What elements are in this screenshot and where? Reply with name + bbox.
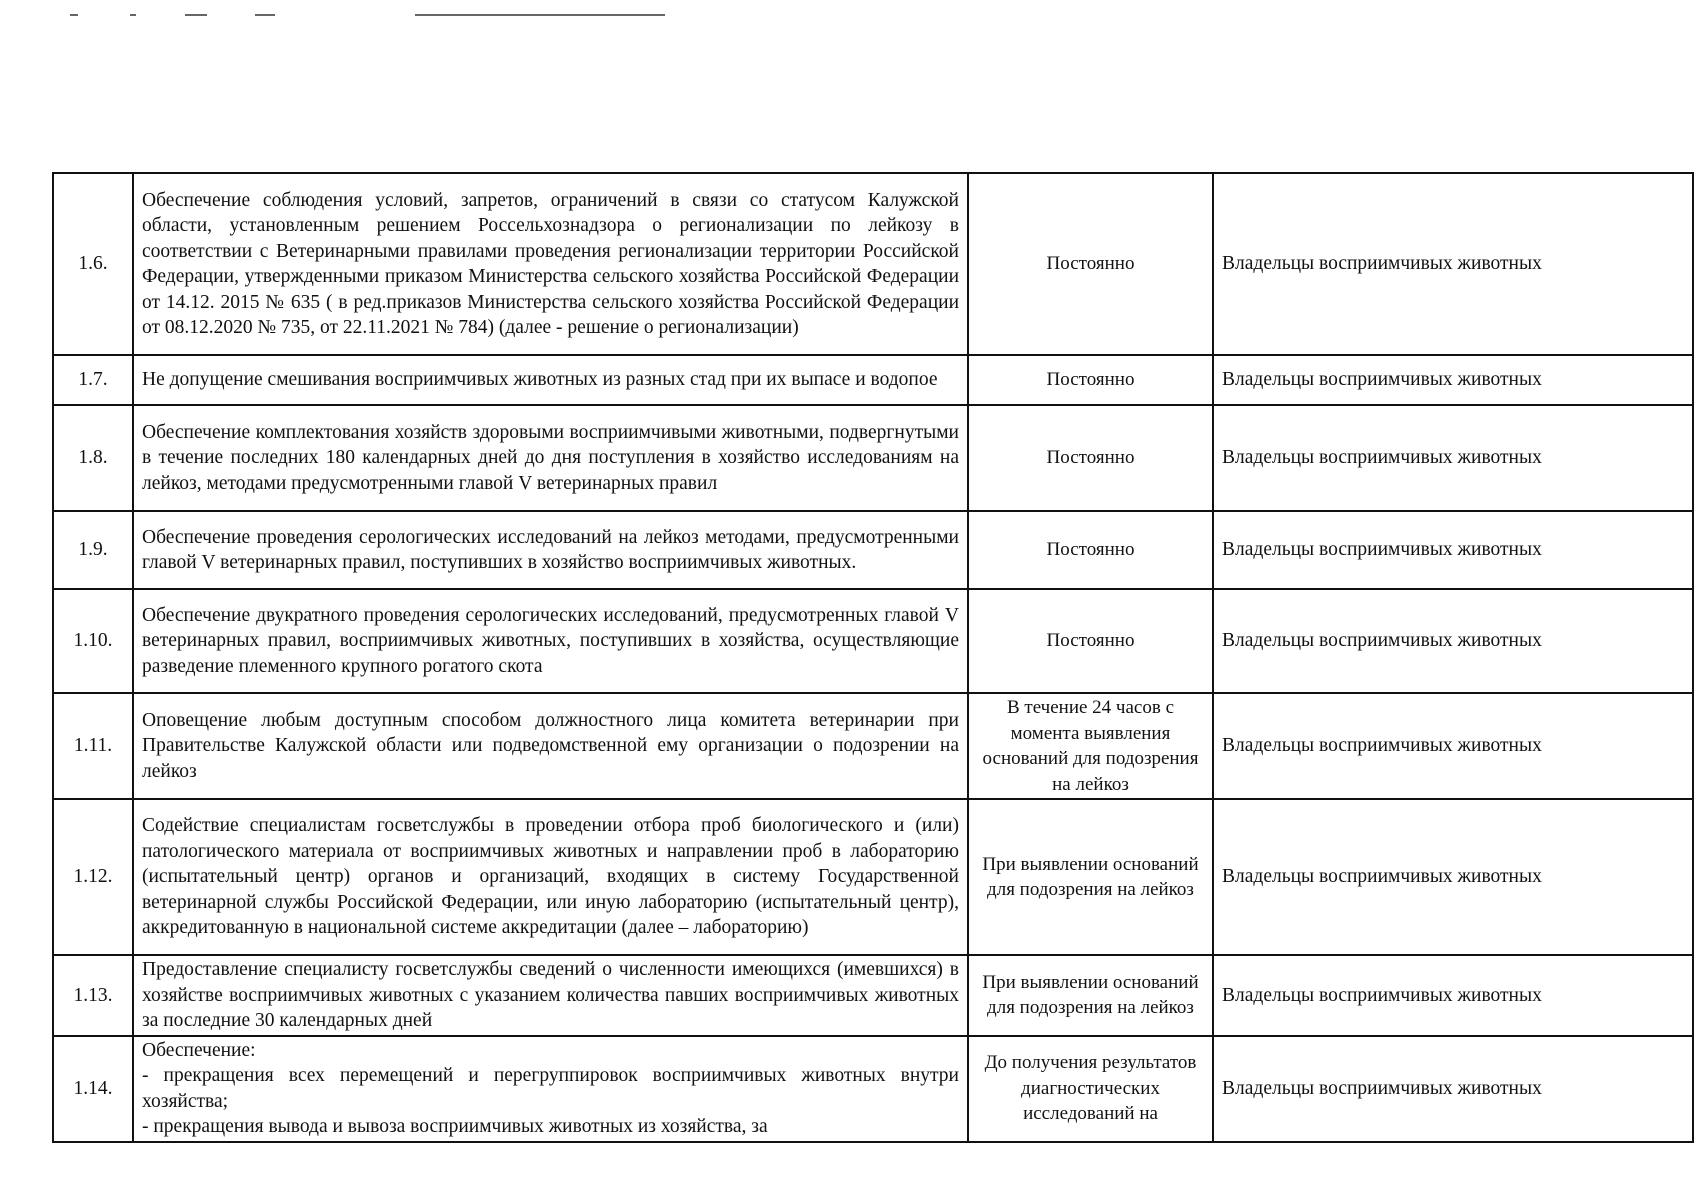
measure-text: Обеспечение соблюдения условий, запретов, ограничений в связи со статусом Калужской области, установленным решением Россельхознадзора о регионализации по лейкозу в соответствии с Ветеринарными правилами проведения регионализации территории Российской Федерации, утвержденными приказом Министерства сельского хозяйства Российской Федерации от 14.12. 2015 № 635 ( в ред.приказов Министерства сельского хозяйства Российской Федерации от 08.12.2020 № 735, от 22.11.2021 № 784) (далее - решение о регионализации) bbox=[133, 173, 968, 355]
measure-responsible: Владельцы восприимчивых животных bbox=[1213, 355, 1693, 405]
table-row bbox=[53, 355, 1693, 405]
measure-responsible: Владельцы восприимчивых животных bbox=[1213, 1036, 1693, 1142]
measure-line: - прекращения всех перемещений и перегруппировок восприимчивых животных внутри хозяйства; bbox=[142, 1065, 959, 1112]
measure-text: Оповещение любым доступным способом должностного лица комитета ветеринарии при Правительстве Калужской области или подведомственной ему организации о подозрении на лейкоз bbox=[133, 693, 968, 799]
measure-text: Предоставление специалисту госветслужбы сведений о численности имеющихся (имевшихся) в хозяйстве восприимчивых животных с указанием количества павших восприимчивых животных за последние 30 календарных дней bbox=[133, 955, 968, 1036]
table-row bbox=[53, 1036, 1693, 1142]
row-number: 1.14. bbox=[53, 1036, 133, 1142]
table-row bbox=[53, 173, 1693, 355]
measure-term: Постоянно bbox=[968, 589, 1213, 693]
measure-term: В течение 24 часов с момента выявления оснований для подозрения на лейкоз bbox=[968, 693, 1213, 799]
table-row bbox=[53, 511, 1693, 589]
measure-responsible: Владельцы восприимчивых животных bbox=[1213, 405, 1693, 511]
measure-term: Постоянно bbox=[968, 405, 1213, 511]
row-number: 1.6. bbox=[53, 173, 133, 355]
measure-text: Обеспечение двукратного проведения серологических исследований, предусмотренных главой V ветеринарных правил, восприимчивых животных, поступивших в хозяйства, осуществляющие разведение племенного крупного рогатого скота bbox=[133, 589, 968, 693]
measure-responsible: Владельцы восприимчивых животных bbox=[1213, 589, 1693, 693]
measure-term: При выявлении оснований для подозрения на лейкоз bbox=[968, 799, 1213, 955]
measure-line: - прекращения вывода и вывоза восприимчивых животных из хозяйства, за bbox=[142, 1116, 768, 1137]
row-number: 1.7. bbox=[53, 355, 133, 405]
measure-term: До получения результатов диагностических исследований на bbox=[968, 1036, 1213, 1142]
table-row bbox=[53, 589, 1693, 693]
measure-responsible: Владельцы восприимчивых животных bbox=[1213, 511, 1693, 589]
table-row bbox=[53, 405, 1693, 511]
row-number: 1.9. bbox=[53, 511, 133, 589]
row-number: 1.11. bbox=[53, 693, 133, 799]
row-number: 1.13. bbox=[53, 955, 133, 1036]
table-row bbox=[53, 799, 1693, 955]
row-number: 1.12. bbox=[53, 799, 133, 955]
measure-responsible: Владельцы восприимчивых животных bbox=[1213, 173, 1693, 355]
measures-table bbox=[52, 172, 1694, 1143]
measure-text: Не допущение смешивания восприимчивых животных из разных стад при их выпасе и водопое bbox=[133, 355, 968, 405]
table-row bbox=[53, 693, 1693, 799]
measure-term: Постоянно bbox=[968, 173, 1213, 355]
measure-responsible: Владельцы восприимчивых животных bbox=[1213, 799, 1693, 955]
measure-text: Содействие специалистам госветслужбы в проведении отбора проб биологического и (или) патологического материала от восприимчивых животных и направлении проб в лабораторию (испытательный центр) органов и организаций, входящих в систему Государственной ветеринарной службы Российской Федерации, или иную лабораторию (испытательный центр), аккредитованную в национальной системе аккредитации (далее – лабораторию) bbox=[133, 799, 968, 955]
measure-text: Обеспечение проведения серологических исследований на лейкоз методами, предусмотренными главой V ветеринарных правил, поступивших в хозяйство восприимчивых животных. bbox=[133, 511, 968, 589]
measure-term: Постоянно bbox=[968, 511, 1213, 589]
measure-text bbox=[133, 1036, 968, 1142]
scan-artifact-marks bbox=[70, 12, 690, 18]
measure-text: Обеспечение комплектования хозяйств здоровыми восприимчивыми животными, подвергнутыми в течение последних 180 календарных дней до дня поступления в хозяйство исследованиям на лейкоз, методами предусмотренными главой V ветеринарных правил bbox=[133, 405, 968, 511]
row-number: 1.10. bbox=[53, 589, 133, 693]
measure-responsible: Владельцы восприимчивых животных bbox=[1213, 693, 1693, 799]
row-number: 1.8. bbox=[53, 405, 133, 511]
table-row bbox=[53, 955, 1693, 1036]
measure-term: При выявлении оснований для подозрения на лейкоз bbox=[968, 955, 1213, 1036]
measure-term: Постоянно bbox=[968, 355, 1213, 405]
measure-line: Обеспечение: bbox=[142, 1039, 256, 1061]
measure-responsible: Владельцы восприимчивых животных bbox=[1213, 955, 1693, 1036]
